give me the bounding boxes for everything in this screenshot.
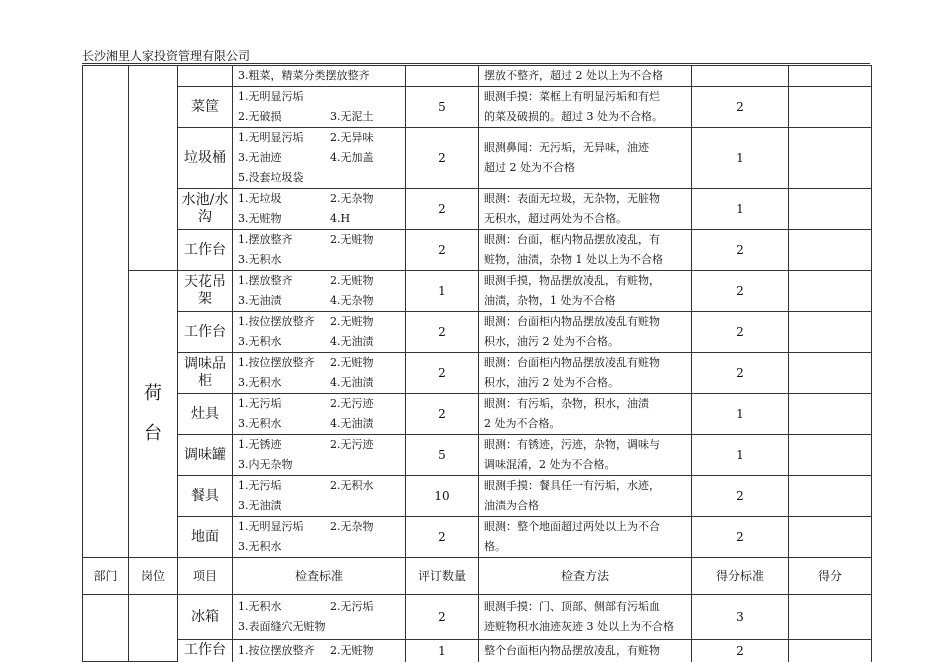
- standard-cell: [233, 595, 406, 640]
- method-line: 整个台面柜内物品摆放凌乱，有赃物: [484, 643, 660, 657]
- method-line: 2 处为不合格。: [484, 417, 561, 430]
- method-cell: [479, 394, 692, 435]
- post-cell: [129, 66, 178, 271]
- item-cell: 餐具: [178, 476, 233, 517]
- method-line: 摆放不整齐，超过 2 处以上为不合格: [484, 69, 663, 82]
- column-header-standard: 检查标准: [233, 558, 406, 595]
- standard-text: 1.无垃圾: [238, 192, 282, 205]
- table-row: [83, 394, 872, 435]
- method-line: 眼测：有锈迹，污迹，杂物，调味与: [484, 438, 660, 451]
- table-row: [83, 230, 872, 271]
- standard-cell: [233, 128, 406, 189]
- standard-text: 4.无油渍: [330, 335, 374, 348]
- company-header: 长沙湘里人家投资管理有限公司: [82, 49, 251, 63]
- standard-text: 2.无赃物: [330, 315, 374, 328]
- item-cell: 菜筐: [178, 87, 233, 128]
- standard-cell: [233, 353, 406, 394]
- score-standard-cell: 2: [692, 353, 789, 394]
- standard-line: [238, 250, 405, 270]
- method-line: 赃物，油渍，杂物 1 处以上为不合格: [484, 253, 663, 266]
- standard-line: [238, 394, 405, 414]
- item-cell: 垃圾桶: [178, 128, 233, 189]
- standard-text: 3.无积水: [238, 417, 282, 430]
- method-cell: [479, 312, 692, 353]
- standard-line: [238, 435, 405, 455]
- standard-text: 1.按位摆放整齐: [238, 643, 315, 657]
- standard-text: 4.H: [330, 212, 351, 225]
- standard-line: [238, 271, 405, 291]
- column-header-item: 项目: [178, 558, 233, 595]
- score-cell: [789, 87, 872, 128]
- method-line: 调味混淆，2 处为不合格。: [484, 458, 616, 471]
- standard-cell: [233, 435, 406, 476]
- column-header-method: 检查方法: [479, 558, 692, 595]
- standard-text: 3.无积水: [238, 335, 282, 348]
- standard-text: 2.无赃物: [330, 643, 374, 657]
- standard-text: 4.无油渍: [330, 417, 374, 430]
- header-rule: [82, 63, 870, 64]
- table-row: [83, 640, 872, 662]
- standard-cell: [233, 476, 406, 517]
- method-line: 眼测手摸：门、顶部、侧部有污垢血: [484, 600, 660, 613]
- method-cell: [479, 435, 692, 476]
- score-cell: [789, 435, 872, 476]
- method-line: 积水，油污 2 处为不合格。: [484, 376, 619, 389]
- standard-text: 1.摆放整齐: [238, 274, 293, 287]
- table-row: [83, 87, 872, 128]
- standard-line: [238, 87, 405, 107]
- method-cell: [479, 66, 692, 87]
- standard-text: 5.没套垃圾袋: [238, 171, 304, 184]
- standard-text: 1.无明显污垢: [238, 520, 304, 533]
- method-cell: [479, 189, 692, 230]
- standard-text: 2.无杂物: [330, 192, 374, 205]
- score-standard-cell: 1: [692, 189, 789, 230]
- method-line: 眼测手摸：餐具任一有污垢，水迹，: [484, 479, 660, 492]
- method-line: 油渍为合格: [484, 499, 539, 512]
- method-cell: [479, 87, 692, 128]
- score-standard-cell: [692, 66, 789, 87]
- table-row: [83, 189, 872, 230]
- method-cell: [479, 595, 692, 640]
- method-cell: [479, 640, 692, 662]
- standard-line: [238, 373, 405, 393]
- standard-text: 3.无赃物: [238, 212, 282, 225]
- method-cell: [479, 128, 692, 189]
- count-cell: 5: [406, 435, 479, 476]
- standard-text: 1.无明显污垢: [238, 131, 304, 144]
- standard-line: [238, 189, 405, 209]
- standard-line: [238, 414, 405, 434]
- standard-line: [238, 517, 405, 537]
- standard-text: 1.无积水: [238, 600, 282, 613]
- standard-line: [238, 455, 405, 475]
- standard-text: 3.粗菜，精菜分类摆放整齐: [238, 69, 370, 82]
- score-standard-cell: 1: [692, 394, 789, 435]
- count-cell: 2: [406, 394, 479, 435]
- score-standard-cell: 2: [692, 271, 789, 312]
- method-line: 迹赃物积水油迹灰迹 3 处以上为不合格: [484, 620, 674, 633]
- column-header-count: 评订数量: [406, 558, 479, 595]
- item-cell: 调味品柜: [178, 353, 233, 394]
- standard-cell: [233, 640, 406, 662]
- method-line: 眼测：台面柜内物品摆放凌乱有赃物: [484, 315, 660, 328]
- score-cell: [789, 230, 872, 271]
- method-line: 无积水，超过两处为不合格。: [484, 212, 627, 225]
- score-standard-cell: 1: [692, 435, 789, 476]
- standard-cell: [233, 87, 406, 128]
- count-cell: 10: [406, 476, 479, 517]
- table-row: [83, 271, 872, 312]
- method-line: 眼测：台面柜内物品摆放凌乱有赃物: [484, 356, 660, 369]
- standard-line: [238, 332, 405, 352]
- standard-text: 1.无污垢: [238, 397, 282, 410]
- score-standard-cell: 2: [692, 640, 789, 662]
- method-line: 眼测鼻闻：无污垢，无异味，油迹: [484, 141, 649, 154]
- item-cell: 工作台: [178, 640, 233, 662]
- post-cell: [129, 595, 178, 662]
- score-cell: [789, 595, 872, 640]
- standard-text: 3.无泥土: [330, 110, 374, 123]
- count-cell: 2: [406, 353, 479, 394]
- score-cell: [789, 640, 872, 662]
- column-header-dept: 部门: [83, 558, 129, 595]
- item-cell: 冰箱: [178, 595, 233, 640]
- standard-text: 2.无污迹: [330, 397, 374, 410]
- score-cell: [789, 128, 872, 189]
- standard-text: 3.无油迹: [238, 151, 282, 164]
- method-line: 积水，油污 2 处为不合格。: [484, 335, 619, 348]
- score-standard-cell: 2: [692, 87, 789, 128]
- standard-line: [238, 476, 405, 496]
- method-line: 超过 2 处为不合格: [484, 161, 575, 174]
- standard-cell: [233, 189, 406, 230]
- table-row: [83, 353, 872, 394]
- standard-line: [238, 209, 405, 229]
- item-cell: 调味罐: [178, 435, 233, 476]
- standard-text: 2.无赃物: [330, 356, 374, 369]
- score-standard-cell: 2: [692, 230, 789, 271]
- score-standard-cell: 2: [692, 312, 789, 353]
- item-cell: 工作台: [178, 312, 233, 353]
- standard-line: [238, 353, 405, 373]
- method-line: 眼测：台面，框内物品摆放凌乱，有: [484, 233, 660, 246]
- standard-text: 2.无异味: [330, 131, 374, 144]
- table-row: [83, 435, 872, 476]
- standard-text: 4.无油渍: [330, 376, 374, 389]
- table-row: [83, 517, 872, 558]
- column-header-row: [83, 558, 872, 595]
- method-line: 油渍，杂物，1 处为不合格: [484, 294, 616, 307]
- item-cell: 地面: [178, 517, 233, 558]
- inspection-table: [82, 65, 872, 662]
- count-cell: 2: [406, 595, 479, 640]
- table-row: [83, 476, 872, 517]
- score-cell: [789, 476, 872, 517]
- item-cell: 灶具: [178, 394, 233, 435]
- column-header-score: 得分: [789, 558, 872, 595]
- method-cell: [479, 230, 692, 271]
- standard-text: 4.无加盖: [330, 151, 374, 164]
- method-line: 眼测手摸：菜框上有明显污垢和有烂: [484, 90, 660, 103]
- score-cell: [789, 517, 872, 558]
- score-standard-cell: 3: [692, 595, 789, 640]
- count-cell: 2: [406, 189, 479, 230]
- standard-text: 4.无杂物: [330, 294, 374, 307]
- standard-text: 3.无油渍: [238, 294, 282, 307]
- score-cell: [789, 353, 872, 394]
- dept-cell: [83, 66, 129, 558]
- count-cell: 5: [406, 87, 479, 128]
- standard-cell: [233, 312, 406, 353]
- item-cell: [178, 66, 233, 87]
- score-cell: [789, 271, 872, 312]
- count-cell: 2: [406, 230, 479, 271]
- count-cell: 2: [406, 128, 479, 189]
- count-cell: 2: [406, 312, 479, 353]
- standard-text: 2.无污垢: [330, 600, 374, 613]
- post-label-char: 台: [144, 423, 162, 444]
- column-header-score_std: 得分标准: [692, 558, 789, 595]
- count-cell: [406, 66, 479, 87]
- standard-text: 2.无破损: [238, 110, 282, 123]
- score-cell: [789, 394, 872, 435]
- standard-text: 3.无积水: [238, 253, 282, 266]
- score-standard-cell: 2: [692, 517, 789, 558]
- item-cell: 天花吊架: [178, 271, 233, 312]
- standard-line: [238, 641, 405, 661]
- table-row: [83, 312, 872, 353]
- column-header-post: 岗位: [129, 558, 178, 595]
- score-cell: [789, 66, 872, 87]
- standard-text: 1.按位摆放整齐: [238, 356, 315, 369]
- standard-text: 3.内无杂物: [238, 458, 293, 471]
- standard-line: [238, 230, 405, 250]
- method-line: 格。: [484, 540, 506, 553]
- standard-line: [238, 148, 405, 168]
- standard-line: [238, 107, 405, 127]
- standard-line: [238, 537, 405, 557]
- standard-line: [238, 312, 405, 332]
- standard-line: [238, 128, 405, 148]
- standard-text: 2.无赃物: [330, 274, 374, 287]
- standard-text: 1.摆放整齐: [238, 233, 293, 246]
- standard-cell: [233, 66, 406, 87]
- standard-text: 2.无杂物: [330, 520, 374, 533]
- count-cell: 2: [406, 517, 479, 558]
- standard-line: [238, 66, 405, 86]
- standard-line: [238, 168, 405, 188]
- standard-text: 3.无积水: [238, 376, 282, 389]
- standard-cell: [233, 394, 406, 435]
- standard-text: 2.无积水: [330, 479, 374, 492]
- method-cell: [479, 353, 692, 394]
- method-line: 眼测：表面无垃圾，无杂物，无脏物: [484, 192, 660, 205]
- standard-line: [238, 496, 405, 516]
- post-label-char: 荷: [144, 383, 162, 404]
- score-standard-cell: 1: [692, 128, 789, 189]
- standard-text: 2.无污迹: [330, 438, 374, 451]
- item-cell: 水池/水沟: [178, 189, 233, 230]
- standard-text: 1.无明显污垢: [238, 90, 304, 103]
- standard-text: 1.按位摆放整齐: [238, 315, 315, 328]
- count-cell: 1: [406, 271, 479, 312]
- score-cell: [789, 312, 872, 353]
- dept-cell: [83, 595, 129, 662]
- method-line: 眼测：整个地面超过两处以上为不合: [484, 520, 660, 533]
- table-row: [83, 595, 872, 640]
- standard-cell: [233, 271, 406, 312]
- standard-text: 3.无积水: [238, 540, 282, 553]
- standard-cell: [233, 230, 406, 271]
- table-row: [83, 66, 872, 87]
- score-standard-cell: 2: [692, 476, 789, 517]
- method-cell: [479, 476, 692, 517]
- method-line: 眼测：有污垢，杂物，积水，油渍: [484, 397, 649, 410]
- standard-text: 1.无锈迹: [238, 438, 282, 451]
- standard-text: 3.表面缝穴无赃物: [238, 620, 326, 633]
- method-cell: [479, 271, 692, 312]
- standard-text: 1.无污垢: [238, 479, 282, 492]
- count-cell: 1: [406, 640, 479, 662]
- standard-text: 3.无油渍: [238, 499, 282, 512]
- score-cell: [789, 189, 872, 230]
- table-row: [83, 128, 872, 189]
- standard-line: [238, 617, 405, 637]
- method-line: 眼测手摸，物品摆放凌乱，有赃物，: [484, 274, 660, 287]
- method-cell: [479, 517, 692, 558]
- standard-line: [238, 597, 405, 617]
- post-cell-hetai: [129, 271, 178, 558]
- standard-cell: [233, 517, 406, 558]
- standard-text: 2.无赃物: [330, 233, 374, 246]
- item-cell: 工作台: [178, 230, 233, 271]
- method-line: 的菜及破损的。超过 3 处为不合格。: [484, 110, 663, 123]
- standard-line: [238, 291, 405, 311]
